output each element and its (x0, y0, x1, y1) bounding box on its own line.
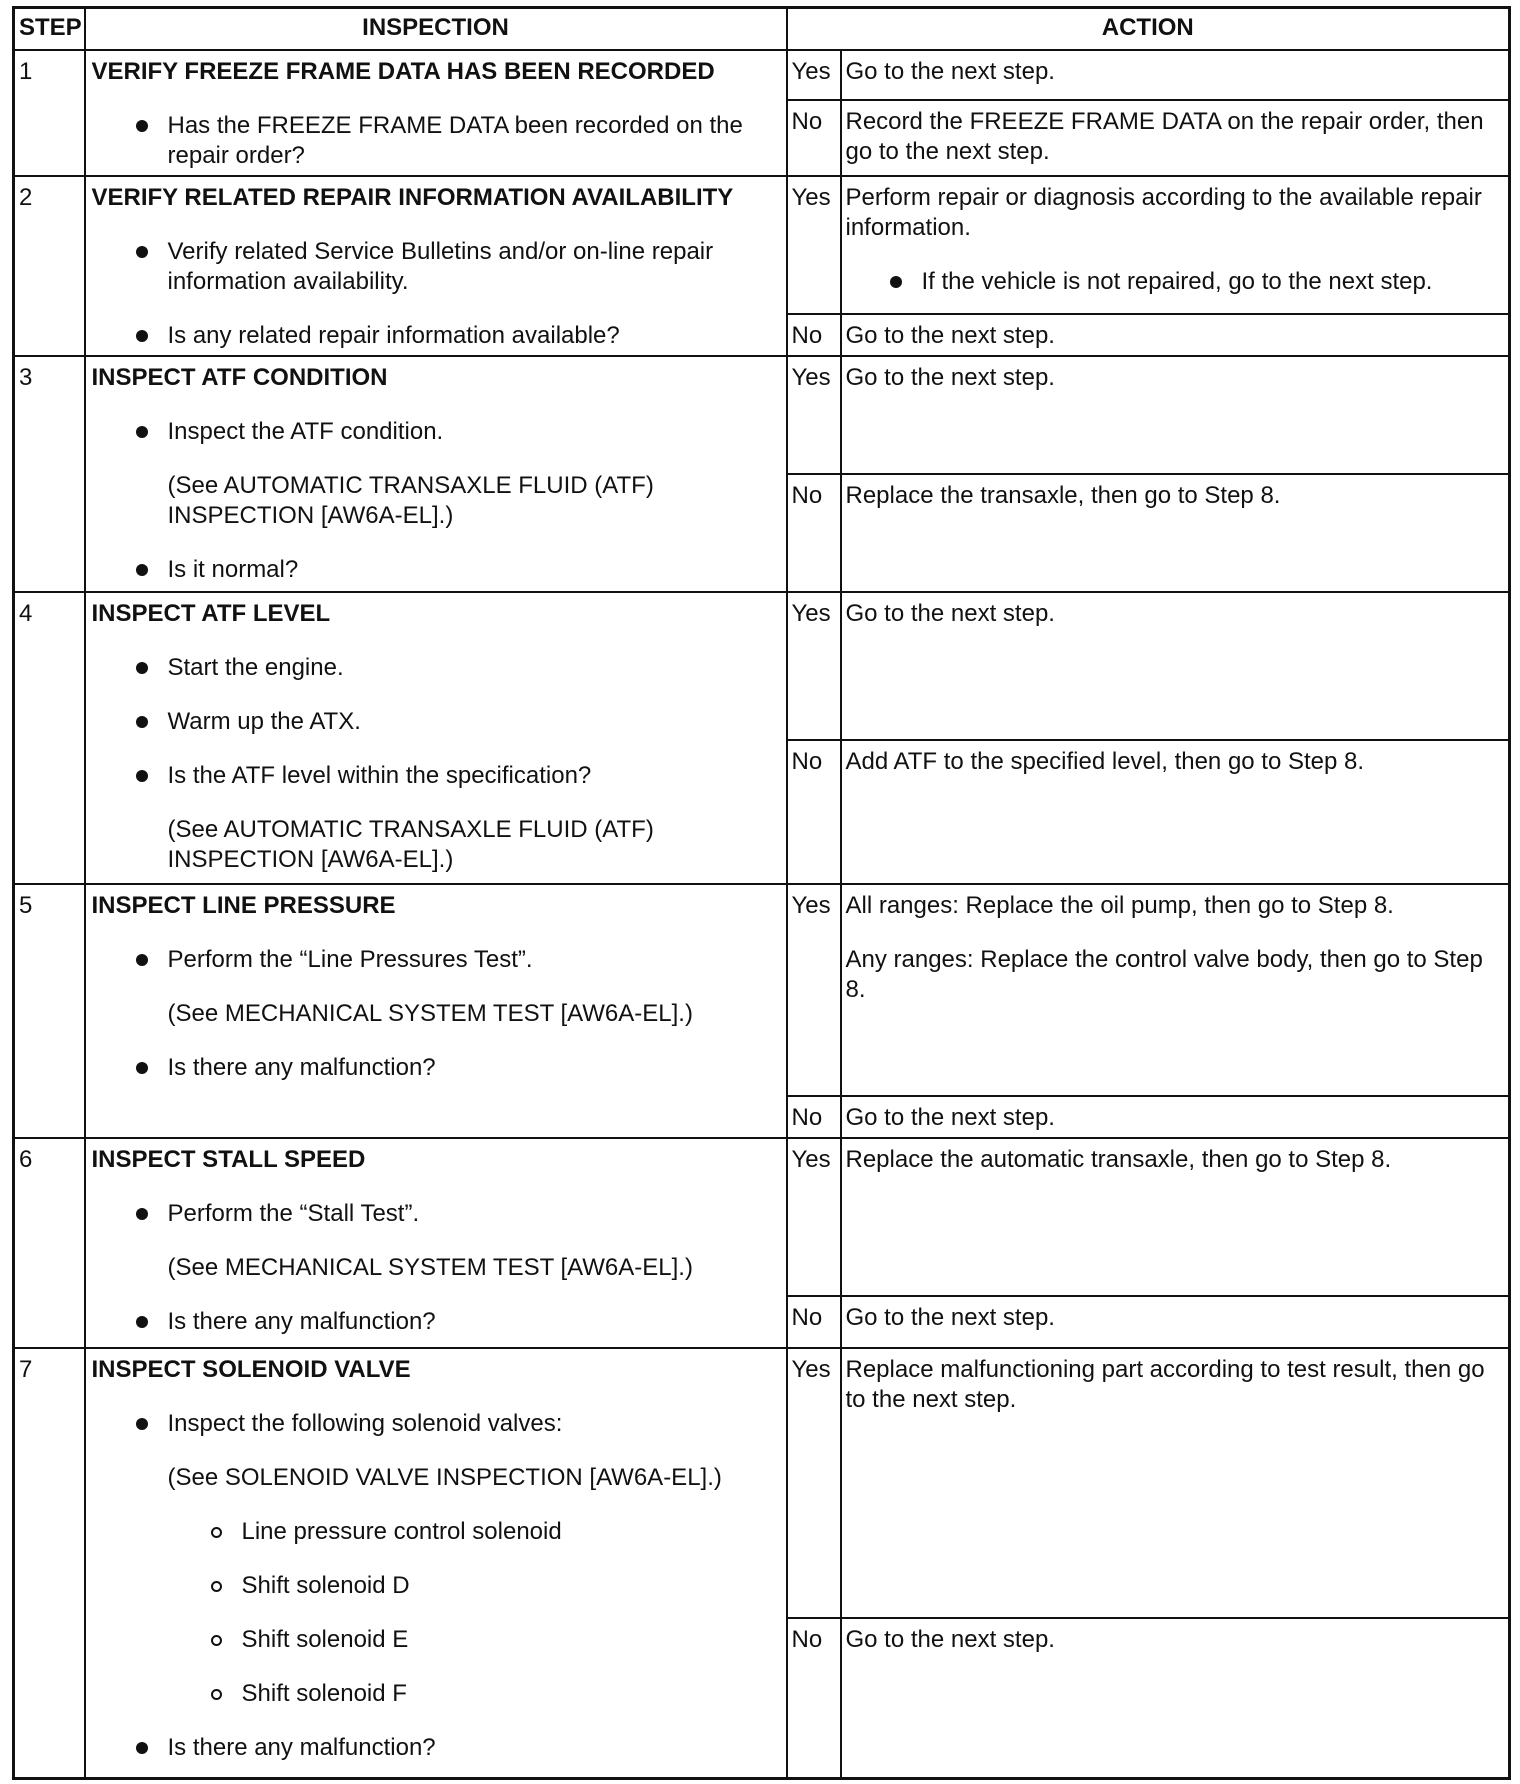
yes-action: Perform repair or diagnosis according to the available repair information. (845, 184, 1482, 241)
yes-label: Yes (787, 1348, 841, 1618)
sub-bullet-item: Shift solenoid E (242, 1625, 778, 1655)
step-number: 3 (14, 356, 85, 592)
bullet-item: Warm up the ATX. (168, 707, 778, 737)
step-5-row (14, 884, 1510, 1096)
yes-label: Yes (787, 50, 841, 100)
sub-bullet-item: Shift solenoid F (242, 1679, 778, 1709)
reference-note: (See AUTOMATIC TRANSAXLE FLUID (ATF) INSPECTION [AW6A-EL].) (167, 816, 654, 873)
no-action: Add ATF to the specified level, then go to Step 8. (841, 740, 1510, 884)
inspection-cell (85, 1348, 787, 1779)
step-4-row (14, 592, 1510, 740)
no-label: No (787, 100, 841, 176)
step-2-row (14, 176, 1510, 314)
yes-action: Go to the next step. (841, 50, 1510, 100)
inspection-cell (85, 356, 787, 592)
no-action: Go to the next step. (841, 1618, 1510, 1779)
step-7-row (14, 1348, 1510, 1618)
bullet-item: Has the FREEZE FRAME DATA been recorded on the repair order? (168, 111, 778, 171)
bullet-item: Is the ATF level within the specification? (168, 761, 778, 791)
step-title: INSPECT SOLENOID VALVE (91, 1356, 411, 1383)
step-6-row (14, 1138, 1510, 1296)
yes-action: Replace the automatic transaxle, then go to Step 8. (841, 1138, 1510, 1296)
yes-action-cell (841, 176, 1510, 314)
yes-action-cell (841, 884, 1510, 1096)
diagnostic-procedure-table (12, 6, 1511, 1780)
bullet-item: Start the engine. (168, 653, 778, 683)
no-action: Replace the transaxle, then go to Step 8. (841, 474, 1510, 592)
step-1-row (14, 50, 1510, 100)
bullet-item: Is there any malfunction? (168, 1307, 778, 1337)
step-number: 7 (14, 1348, 85, 1779)
bullet-item: Perform the “Line Pressures Test”. (168, 945, 778, 975)
no-label: No (787, 314, 841, 356)
header-row (14, 8, 1510, 51)
step-title: INSPECT ATF LEVEL (91, 600, 331, 627)
inspection-cell (85, 176, 787, 356)
yes-action: Go to the next step. (841, 356, 1510, 474)
sub-bullet-item: Shift solenoid D (242, 1571, 778, 1601)
reference-note: (See AUTOMATIC TRANSAXLE FLUID (ATF) INSPECTION [AW6A-EL].) (167, 472, 654, 529)
bullet-item: Inspect the ATF condition. (168, 417, 778, 447)
step-title: INSPECT LINE PRESSURE (91, 892, 396, 919)
no-label: No (787, 1618, 841, 1779)
inspection-cell (85, 592, 787, 884)
yes-action: Go to the next step. (841, 592, 1510, 740)
yes-label: Yes (787, 1138, 841, 1296)
bullet-item: Inspect the following solenoid valves: (168, 1409, 778, 1439)
header-action: ACTION (787, 8, 1510, 51)
step-title: VERIFY FREEZE FRAME DATA HAS BEEN RECORDED (91, 58, 715, 85)
step-number: 1 (14, 50, 85, 176)
sub-bullet-item: Line pressure control solenoid (242, 1517, 778, 1547)
no-action: Go to the next step. (841, 314, 1510, 356)
inspection-cell (85, 1138, 787, 1348)
bullet-item: Perform the “Stall Test”. (168, 1199, 778, 1229)
bullet-item: Is there any malfunction? (168, 1733, 778, 1763)
no-label: No (787, 1096, 841, 1138)
page (12, 6, 1508, 1780)
step-title: VERIFY RELATED REPAIR INFORMATION AVAILABILITY (91, 184, 734, 211)
no-action: Go to the next step. (841, 1096, 1510, 1138)
yes-label: Yes (787, 176, 841, 314)
no-label: No (787, 1296, 841, 1348)
inspection-cell (85, 50, 787, 176)
yes-label: Yes (787, 592, 841, 740)
no-action: Go to the next step. (841, 1296, 1510, 1348)
reference-note: (See SOLENOID VALVE INSPECTION [AW6A-EL].) (167, 1464, 722, 1491)
header-step: STEP (14, 8, 85, 51)
bullet-item: Verify related Service Bulletins and/or on-line repair information availability. (168, 237, 778, 297)
step-number: 4 (14, 592, 85, 884)
yes-action-2: Any ranges: Replace the control valve body, then go to Step 8. (845, 946, 1483, 1003)
bullet-item: Is it normal? (168, 555, 778, 585)
step-title: INSPECT ATF CONDITION (91, 364, 388, 391)
bullet-item: Is there any malfunction? (168, 1053, 778, 1083)
yes-label: Yes (787, 356, 841, 474)
yes-label: Yes (787, 884, 841, 1096)
no-label: No (787, 740, 841, 884)
step-3-row (14, 356, 1510, 474)
no-label: No (787, 474, 841, 592)
bullet-item: Is any related repair information available? (168, 321, 778, 351)
yes-action: All ranges: Replace the oil pump, then go to Step 8. (845, 892, 1394, 919)
reference-note: (See MECHANICAL SYSTEM TEST [AW6A-EL].) (167, 1254, 693, 1281)
no-action: Record the FREEZE FRAME DATA on the repair order, then go to the next step. (841, 100, 1510, 176)
yes-action: Replace malfunctioning part according to test result, then go to the next step. (841, 1348, 1510, 1618)
step-number: 5 (14, 884, 85, 1138)
header-inspection: INSPECTION (85, 8, 787, 51)
step-number: 6 (14, 1138, 85, 1348)
inspection-cell (85, 884, 787, 1138)
step-number: 2 (14, 176, 85, 356)
reference-note: (See MECHANICAL SYSTEM TEST [AW6A-EL].) (167, 1000, 693, 1027)
step-title: INSPECT STALL SPEED (91, 1146, 366, 1173)
yes-action-bullet: If the vehicle is not repaired, go to the next step. (922, 267, 1501, 297)
